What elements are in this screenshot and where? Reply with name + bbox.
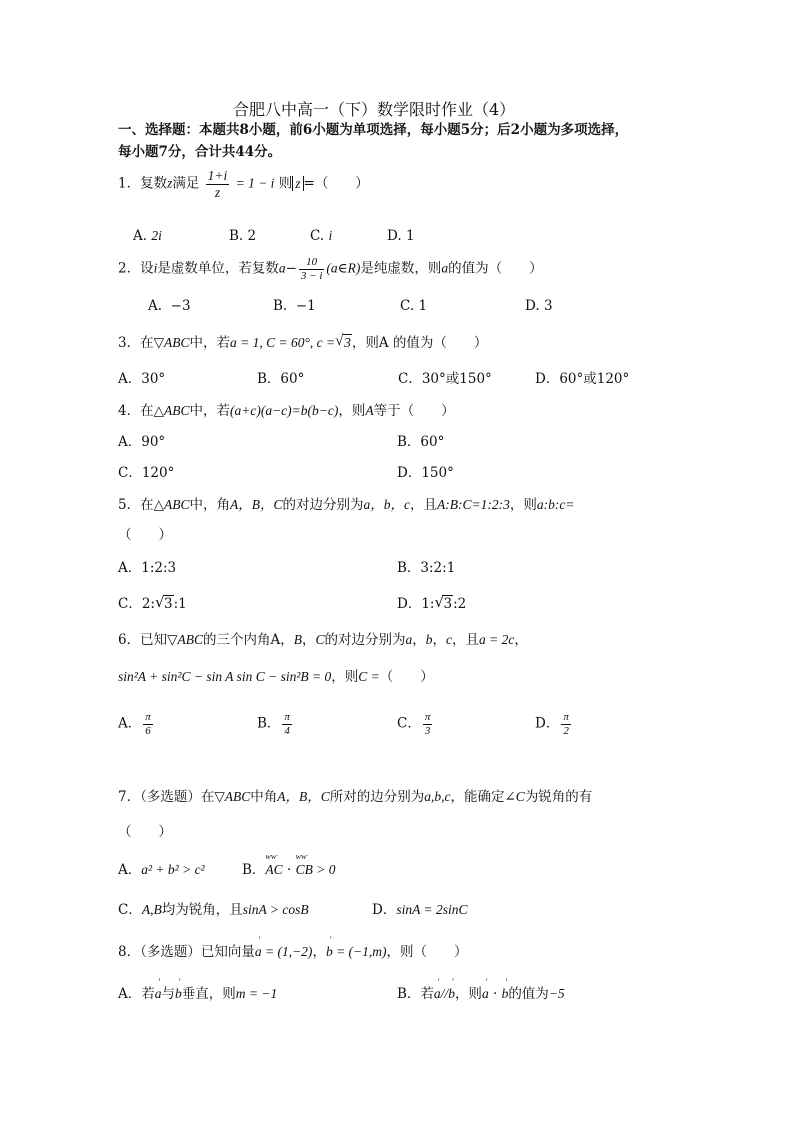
q7-option-c: C．A,B均为锐角，且sinA > cosB <box>118 902 309 918</box>
q8-option-a: A．若' a与' b垂直，则m = −1 <box>118 986 277 1002</box>
q1-option-a: A. 2i <box>133 228 162 244</box>
q6-option-a: A． $\frac{\pi}{6}$ <box>118 711 151 737</box>
q5-option-c: C．2:√ 3:1 <box>118 596 187 612</box>
q3-option-c: C．30°或150° <box>398 371 492 387</box>
q4-option-a: A．90° <box>118 434 166 450</box>
q2-option-d: D. 3 <box>525 298 553 314</box>
q7-paren: （ ） <box>118 824 172 840</box>
q2-option-a: A. −3 <box>148 298 191 314</box>
question-2: 2．设i是虚数单位，若复数a− $\frac{10}{3 - i}$ (a∈R)是纯虚数，则a的值为（ ） <box>118 256 543 282</box>
question-4: 4．在△ABC中，若(a+c)(a−c)=b(b−c)，则A等于（ ） <box>118 403 455 419</box>
q3-option-b: B．60° <box>257 371 305 387</box>
q1-option-c: C. i <box>310 228 333 244</box>
question-7: 7．（多选题）在▽ABC中角A，B，C所对的边分别为a,b,c，能确定∠C为锐角的有 <box>118 789 593 805</box>
section-header-line1: 一、选择题：本题共8小题，前6小题为单项选择，每小题5分；后2小题为多项选择， <box>118 122 629 138</box>
q1-option-b: B. 2 <box>229 228 257 244</box>
q2-option-c: C. 1 <box>400 298 428 314</box>
q7-option-b: B．ⱳⱳ AC · ⱳⱳ CB > 0 <box>242 862 335 878</box>
q4-option-c: C．120° <box>118 465 175 481</box>
q8-option-b: B．若' a//' b，则' a · ' b的值为−5 <box>397 986 565 1002</box>
q6-option-d: D． $\frac{\pi}{2}$ <box>535 711 569 737</box>
q4-option-b: B．60° <box>397 434 445 450</box>
page-title: 合肥八中高一（下）数学限时作业（4） <box>233 100 516 119</box>
question-6: 6．已知▽ABC的三个内角A，B，C的对边分别为a，b，c，且a = 2c， <box>118 632 528 648</box>
q6-option-c: C． $\frac{\pi}{3}$ <box>397 711 431 737</box>
q6-equation: sin²A + sin²C − sin A sin C − sin²B = 0，则C =（ ） <box>118 669 434 685</box>
q6-option-b: B． $\frac{\pi}{4}$ <box>257 711 290 737</box>
q1-option-d: D. 1 <box>387 228 415 244</box>
q1-fraction: $\frac{1+i}{z}$ <box>207 168 228 200</box>
q5-option-a: A．1:2:3 <box>118 560 177 576</box>
q2-fraction: $\frac{10}{3 - i}$ <box>300 256 323 282</box>
section-header-line2: 每小题7分，合计共44分。 <box>118 144 282 160</box>
q7-option-a: A．a² + b² > c² <box>118 862 205 878</box>
question-5: 5．在△ABC中，角A，B，C的对边分别为a，b，c，且A:B:C=1:2:3，则a:b:c= <box>118 497 575 513</box>
q3-option-a: A．30° <box>118 371 166 387</box>
q5-option-d: D．1:√ 3:2 <box>397 596 466 612</box>
question-8: 8．（多选题）已知向量' a = (1,−2)，' b = (−1,m)，则（ ） <box>118 944 468 960</box>
question-1: 1．复数z满足 $\frac{1+i}{z}$ = 1 − i 则 z =（ ） <box>118 168 369 200</box>
q7-option-d: D．sinA = 2sinC <box>372 902 468 918</box>
q2-option-b: B. −1 <box>273 298 316 314</box>
q3-option-d: D．60°或120° <box>535 371 630 387</box>
q5-paren: （ ） <box>118 527 172 543</box>
question-3: 3．在▽ABC中，若a = 1, C = 60°, c =√ 3，则A 的值为（ ） <box>118 335 487 351</box>
q5-option-b: B．3:2:1 <box>397 560 456 576</box>
q4-option-d: D．150° <box>397 465 454 481</box>
